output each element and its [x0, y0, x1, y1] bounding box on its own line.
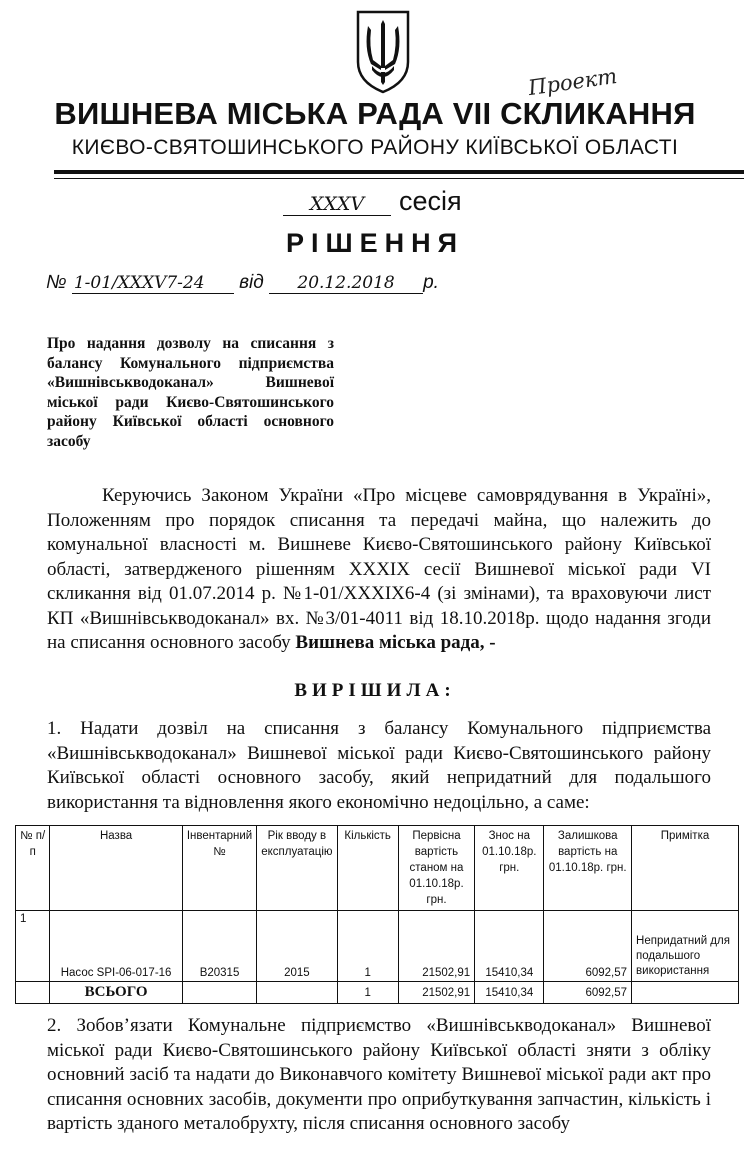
table-total-row [16, 982, 739, 1004]
total-initial-cost: 21502,91 [398, 982, 474, 1004]
resolved-title: ВИРІШИЛА: [294, 680, 456, 701]
decision-number: 1-01/XXXV7-24 [72, 273, 234, 294]
preamble-paragraph [47, 484, 711, 656]
council-title: ВИШНЕВА МІСЬКА РАДА VII СКЛИКАННЯ [54, 96, 696, 131]
date-prefix: від [239, 272, 264, 293]
asset-table [15, 825, 739, 1004]
total-empty-cell [632, 982, 739, 1004]
cell-num: 1 [16, 911, 50, 982]
table-row [16, 911, 739, 982]
total-empty-cell [182, 982, 256, 1004]
decision-subject: Про надання дозволу на списання з балансу Комунального підприємства «Вишнівськводоканал» Вишневої міської ради Києво-Святошинського району Київської області основного засобу [47, 335, 334, 450]
col-header-note: Примітка [632, 826, 739, 911]
session-line [283, 186, 462, 217]
cell-name: Насос SPI-06-017-16 [50, 911, 182, 982]
total-empty-cell [16, 982, 50, 1004]
cell-qty: 1 [337, 911, 398, 982]
total-label: ВСЬОГО [50, 982, 182, 1004]
header-rule-thick [54, 170, 744, 174]
decision-title: РІШЕННЯ [285, 228, 465, 258]
total-qty: 1 [337, 982, 398, 1004]
col-header-num: № п/п [16, 826, 50, 911]
number-prefix: № [46, 272, 67, 293]
col-header-qty: Кількість [337, 826, 398, 911]
decision-date: 20.12.2018 [269, 273, 423, 294]
session-label: сесія [399, 186, 462, 216]
total-empty-cell [257, 982, 337, 1004]
cell-wear: 15410,34 [475, 911, 544, 982]
trident-coat-of-arms-icon [354, 10, 412, 94]
cell-note: Непридатний для подальшого використання [632, 911, 739, 982]
table-header-row [16, 826, 739, 911]
total-residual: 6092,57 [544, 982, 632, 1004]
col-header-wear: Знос на 01.10.18р. грн. [475, 826, 544, 911]
total-wear: 15410,34 [475, 982, 544, 1004]
preamble-text: Керуючись Законом України «Про місцеве самоврядування в Україні», Положенням про порядок списання та передачі майна, що належить до комунальної власності м. Вишневе Києво-Святошинського району Київської області, затвердженого рішенням XXXIX сесії Вишневої міської ради VI скликання від 01.07.2014 р. №1-01/XXXIX6-4 (зі змінами), та враховуючи лист КП «Вишнівськводоканал» вх. №3/01-4011 від 18.10.2018р. щодо надання згоди на списання основного засобу [47, 485, 711, 653]
council-subtitle: КИЄВО-СВЯТОШИНСЬКОГО РАЙОНУ КИЇВСЬКОЇ ОБЛАСТІ [71, 136, 679, 159]
col-header-inventory: Інвентарний № [182, 826, 256, 911]
cell-initial-cost: 21502,91 [398, 911, 474, 982]
decision-number-line [46, 272, 439, 294]
year-suffix: р. [423, 272, 439, 293]
col-header-residual: Залишкова вартість на 01.10.18р. грн. [544, 826, 632, 911]
preamble-council: Вишнева міська рада, - [295, 632, 496, 653]
session-number: XXXV [283, 193, 391, 216]
col-header-year: Рік вводу в експлуатацію [257, 826, 337, 911]
decision-item-2: 2. Зобов’язати Комунальне підприємство «Вишнівськводоканал» Вишневої міської ради Києво-Святошинського району Київської області зняти з обліку основний засіб та надати до Виконавчого комітету Вишневої міської ради акт про списання основних засобів, документи про оприбуткування запчастин, кількість і вартість зданого металобрухту, після списання основного засобу [47, 1015, 711, 1134]
col-header-initial-cost: Первісна вартість станом на 01.10.18р. грн. [398, 826, 474, 911]
draft-handwritten-mark: Проект [526, 63, 619, 101]
cell-year: 2015 [257, 911, 337, 982]
decision-item-1: 1. Надати дозвіл на списання з балансу Комунального підприємства «Вишнівськводоканал» Вишневої міської ради Києво-Святошинського району Київської області основного засобу, який непридатний для подальшого використання та відновлення якого економічно недоцільно, а саме: [47, 718, 711, 813]
col-header-name: Назва [50, 826, 182, 911]
cell-residual: 6092,57 [544, 911, 632, 982]
header-rule-thin [54, 178, 744, 179]
cell-inventory: B20315 [182, 911, 256, 982]
